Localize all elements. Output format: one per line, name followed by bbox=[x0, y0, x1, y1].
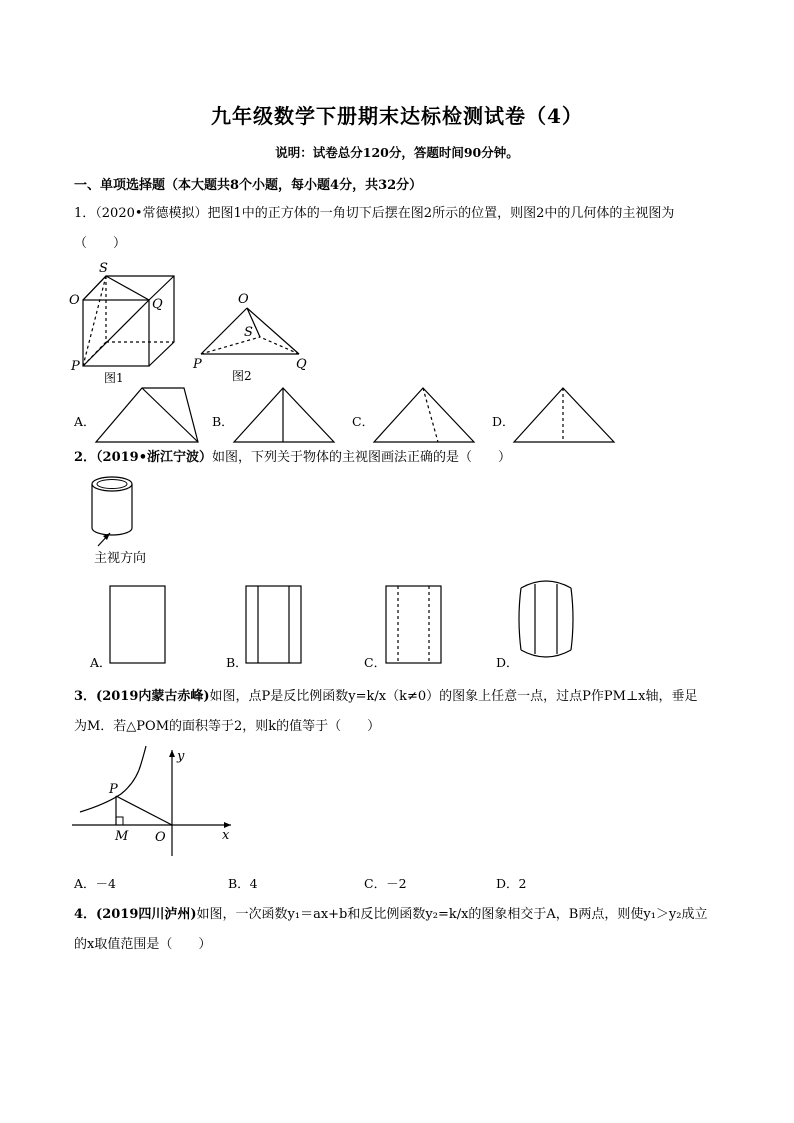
point-p-label: P bbox=[109, 782, 118, 797]
q2-option-d-label: D． bbox=[496, 655, 519, 670]
q2-option-b-figure[interactable] bbox=[244, 584, 304, 666]
label-p-fig1: P bbox=[71, 359, 80, 374]
q1-option-c-label: C． bbox=[352, 414, 375, 429]
figure-1-cube bbox=[83, 276, 174, 366]
question-3-line2: 为M．若△POM的面积等于2，则k的值等于（ ） bbox=[74, 719, 381, 734]
label-s-fig1: S bbox=[99, 261, 108, 276]
exam-note: 说明：试卷总分120分，答题时间90分钟。 bbox=[275, 145, 519, 160]
axis-x-label: x bbox=[222, 828, 230, 843]
question-3-source: 3．(2019内蒙古赤峰) bbox=[74, 689, 210, 704]
q2-option-a-figure[interactable] bbox=[108, 584, 168, 666]
q1-option-a-figure[interactable] bbox=[94, 386, 202, 444]
q3-option-b[interactable]: B．4 bbox=[228, 876, 258, 891]
question-2-body: 如图，下列关于物体的主视图画法正确的是（ ） bbox=[212, 450, 512, 465]
label-p-fig2: P bbox=[193, 357, 202, 372]
label-o-fig1: O bbox=[69, 293, 80, 308]
point-m-label: M bbox=[115, 829, 129, 844]
question-2-source: 2．（2019•浙江宁波） bbox=[74, 450, 213, 465]
q2-option-c-figure[interactable] bbox=[384, 584, 444, 666]
label-s-fig2: S bbox=[244, 325, 253, 340]
question-4-line1 bbox=[74, 904, 734, 926]
label-q-fig1: Q bbox=[152, 297, 163, 312]
page-title: 九年级数学下册期末达标检测试卷（4） bbox=[211, 104, 583, 128]
q3-option-d[interactable]: D．2 bbox=[496, 876, 527, 891]
question-1-line1: 1．（2020•常德模拟）把图1中的正方体的一角切下后摆在图2所示的位置，则图2中的几何体的主视图为 bbox=[74, 206, 675, 221]
q1-option-d-figure[interactable] bbox=[512, 386, 618, 444]
figure-1-caption: 图1 bbox=[104, 371, 124, 385]
question-1-figures bbox=[66, 258, 316, 388]
q3-option-c[interactable]: C．－2 bbox=[364, 876, 407, 891]
q1-option-b-label: B． bbox=[212, 414, 234, 429]
question-4-source: 4．(2019四川泸州) bbox=[74, 907, 197, 922]
q1-option-c-figure[interactable] bbox=[372, 386, 478, 444]
q2-option-a-label: A． bbox=[90, 655, 112, 670]
section-heading: 一、单项选择题（本大题共8个小题，每小题4分，共32分） bbox=[74, 178, 423, 193]
question-4-line2: 的x取值范围是（ ） bbox=[74, 937, 212, 952]
figure-2-caption: 图2 bbox=[232, 369, 252, 383]
q1-option-d-label: D． bbox=[492, 414, 515, 429]
question-4-body: 如图，一次函数y₁＝ax+b和反比例函数y₂=k/x的图象相交于A，B两点，则使y₁＞y₂成立 bbox=[196, 907, 708, 922]
origin-label: O bbox=[155, 830, 166, 845]
axis-y-label: y bbox=[177, 749, 185, 764]
question-3-body: 如图，点P是反比例函数y=k/x（k≠0）的图象上任意一点，过点P作PM⊥x轴，垂足 bbox=[209, 689, 698, 704]
question-1-line2: （ ） bbox=[74, 236, 127, 251]
q2-option-d-figure[interactable] bbox=[516, 574, 576, 666]
q2-option-b-label: B． bbox=[226, 655, 248, 670]
q2-option-c-label: C． bbox=[364, 655, 387, 670]
question-3-line1 bbox=[74, 686, 734, 708]
q3-option-a[interactable]: A．－4 bbox=[74, 876, 116, 891]
question-3-graph bbox=[66, 744, 246, 858]
view-direction-label: 主视方向 bbox=[94, 551, 147, 566]
q1-option-b-figure[interactable] bbox=[232, 386, 338, 444]
label-o-fig2: O bbox=[238, 292, 249, 307]
q1-option-a-label: A． bbox=[74, 414, 96, 429]
label-q-fig2: Q bbox=[296, 357, 307, 372]
question-2-text bbox=[74, 447, 734, 469]
